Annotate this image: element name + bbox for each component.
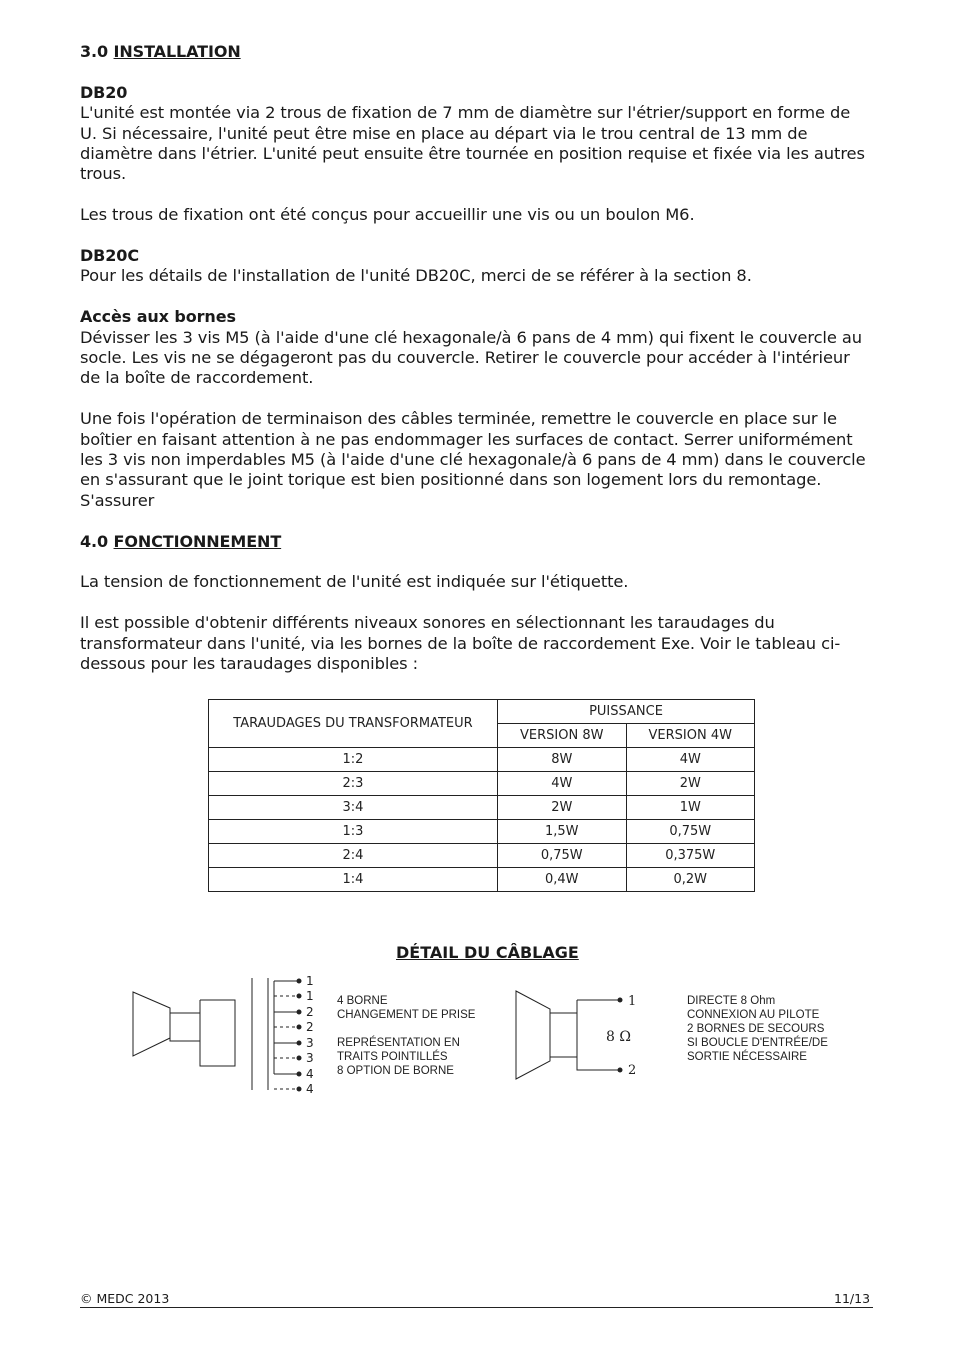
db20-paragraph-1: L'unité est montée via 2 trous de fixation de 7 mm de diamètre sur l'étrier/support en forme de U. Si nécessaire, l'unité peut être mise en place au départ via le trou central de 13 mm de diamètre dans l'étrier. L'unité peut ensuite être tournée en position requise et fixée via les autres trous. — [80, 103, 865, 184]
note-line: 2 BORNES DE SECOURS — [687, 1023, 825, 1035]
table-row — [209, 796, 755, 820]
section-3-title: INSTALLATION — [113, 42, 241, 61]
footer-page-number: 11/13 — [834, 1291, 871, 1306]
table-row — [209, 868, 755, 892]
tapped-wiring-note — [337, 994, 475, 1078]
terminal-label: 3 — [306, 1051, 314, 1065]
db20c-heading: DB20C — [80, 246, 139, 266]
note-line: CONNEXION AU PILOTE — [687, 1009, 820, 1021]
note-line: DIRECTE 8 Ohm — [687, 995, 776, 1007]
table-row — [209, 748, 755, 772]
horn-speaker-icon — [516, 991, 620, 1079]
terminal-label: 2 — [306, 1020, 314, 1034]
footer-rule — [80, 1307, 873, 1308]
horn-speaker-icon — [133, 992, 235, 1066]
terminal-dots — [297, 979, 302, 1092]
cell-tap: 3:4 — [209, 796, 498, 820]
direct-wiring-note — [687, 994, 828, 1064]
db20-heading: DB20 — [80, 82, 128, 102]
note-line: SORTIE NÉCESSAIRE — [687, 1051, 807, 1063]
terminal-label: 4 — [306, 1082, 314, 1096]
cell-8w: 4W — [498, 772, 627, 796]
header-version-8w: VERSION 8W — [498, 724, 627, 748]
cell-4w: 4W — [626, 748, 755, 772]
terminal-access-paragraph-1: Dévisser les 3 vis M5 (à l'aide d'une clé hexagonale/à 6 pans de 4 mm) qui fixent le couvercle au socle. Les vis ne se dégageront pas du couvercle. Retirer le couvercle pour accéder à l'intérieur de la boîte de raccordement. — [80, 327, 862, 388]
cell-tap: 2:4 — [209, 844, 498, 868]
terminal-access-heading: Accès aux bornes — [80, 307, 236, 327]
header-taps: TARAUDAGES DU TRANSFORMATEUR — [209, 700, 498, 748]
terminal-access-paragraph-2: Une fois l'opération de terminaison des câbles terminée, remettre le couvercle en place sur le boîtier en faisant attention à ne pas endommager les surfaces de contact. Serrer uniformément les 3 vis non imperdables M5 (à l'aide d'une clé hexagonale/à 6 pans de 4 mm) dans le couvercle en s'assurant que le joint torique est bien positionné dans son logement lors du remontage. S'assurer — [80, 409, 866, 510]
db20-paragraph-2: Les trous de fixation ont été conçus pour accueillir une vis ou un boulon M6. — [80, 205, 695, 225]
db20c-paragraph: Pour les détails de l'installation de l'unité DB20C, merci de se référer à la section 8. — [80, 266, 752, 286]
table-row — [209, 772, 755, 796]
wiring-detail-title: DÉTAIL DU CÂBLAGE — [396, 943, 579, 962]
cell-4w: 2W — [626, 772, 755, 796]
table-row — [209, 820, 755, 844]
cell-tap: 2:3 — [209, 772, 498, 796]
impedance-label: 8 Ω — [606, 1029, 631, 1045]
terminal-label: 1 — [306, 974, 314, 988]
terminal-label: 4 — [306, 1067, 314, 1081]
operation-paragraph-2: Il est possible d'obtenir différents niveaux sonores en sélectionnant les taraudages du transformateur dans l'unité, via les bornes de la boîte de raccordement Exe. Voir le tableau ci-dessous pour les taraudages disponibles : — [80, 613, 841, 674]
terminal-label: 1 — [306, 989, 314, 1003]
section-3-heading — [80, 42, 870, 62]
section-3-number: 3.0 — [80, 42, 109, 61]
header-version-4w: VERSION 4W — [626, 724, 755, 748]
note-line: SI BOUCLE D'ENTRÉE/DE — [687, 1037, 828, 1049]
section-4-number: 4.0 — [80, 531, 109, 551]
section-4-title: FONCTIONNEMENT — [113, 531, 282, 551]
direct-wiring-diagram — [510, 985, 660, 1085]
cell-tap: 1:4 — [209, 868, 498, 892]
cell-8w: 8W — [498, 748, 627, 772]
note-line: REPRÉSENTATION EN — [337, 1037, 460, 1049]
section-4-heading — [80, 532, 870, 552]
operation-paragraph-1: La tension de fonctionnement de l'unité est indiquée sur l'étiquette. — [80, 572, 629, 592]
note-line: 8 OPTION DE BORNE — [337, 1065, 454, 1077]
terminal-dashed-links — [274, 981, 299, 1089]
document-body — [80, 42, 870, 674]
cell-tap: 1:2 — [209, 748, 498, 772]
footer-copyright: © MEDC 2013 — [80, 1291, 170, 1306]
cell-4w: 1W — [626, 796, 755, 820]
cell-8w: 0,75W — [498, 844, 627, 868]
terminal-label: 2 — [306, 1005, 314, 1019]
cell-tap: 1:3 — [209, 820, 498, 844]
cell-8w: 0,4W — [498, 868, 627, 892]
transformer-taps-table — [208, 699, 755, 892]
terminal-label: 2 — [628, 1063, 637, 1078]
terminal-label: 1 — [628, 994, 637, 1009]
terminal-label: 3 — [306, 1036, 314, 1050]
cell-4w: 0,75W — [626, 820, 755, 844]
cell-4w: 0,375W — [626, 844, 755, 868]
cell-8w: 1,5W — [498, 820, 627, 844]
note-line: 4 BORNE — [337, 995, 388, 1007]
note-line: TRAITS POINTILLÉS — [337, 1051, 448, 1063]
cell-4w: 0,2W — [626, 868, 755, 892]
tapped-wiring-diagram — [125, 970, 335, 1100]
note-line: CHANGEMENT DE PRISE — [337, 1009, 476, 1021]
header-power: PUISSANCE — [498, 700, 755, 724]
cell-8w: 2W — [498, 796, 627, 820]
table-row — [209, 844, 755, 868]
